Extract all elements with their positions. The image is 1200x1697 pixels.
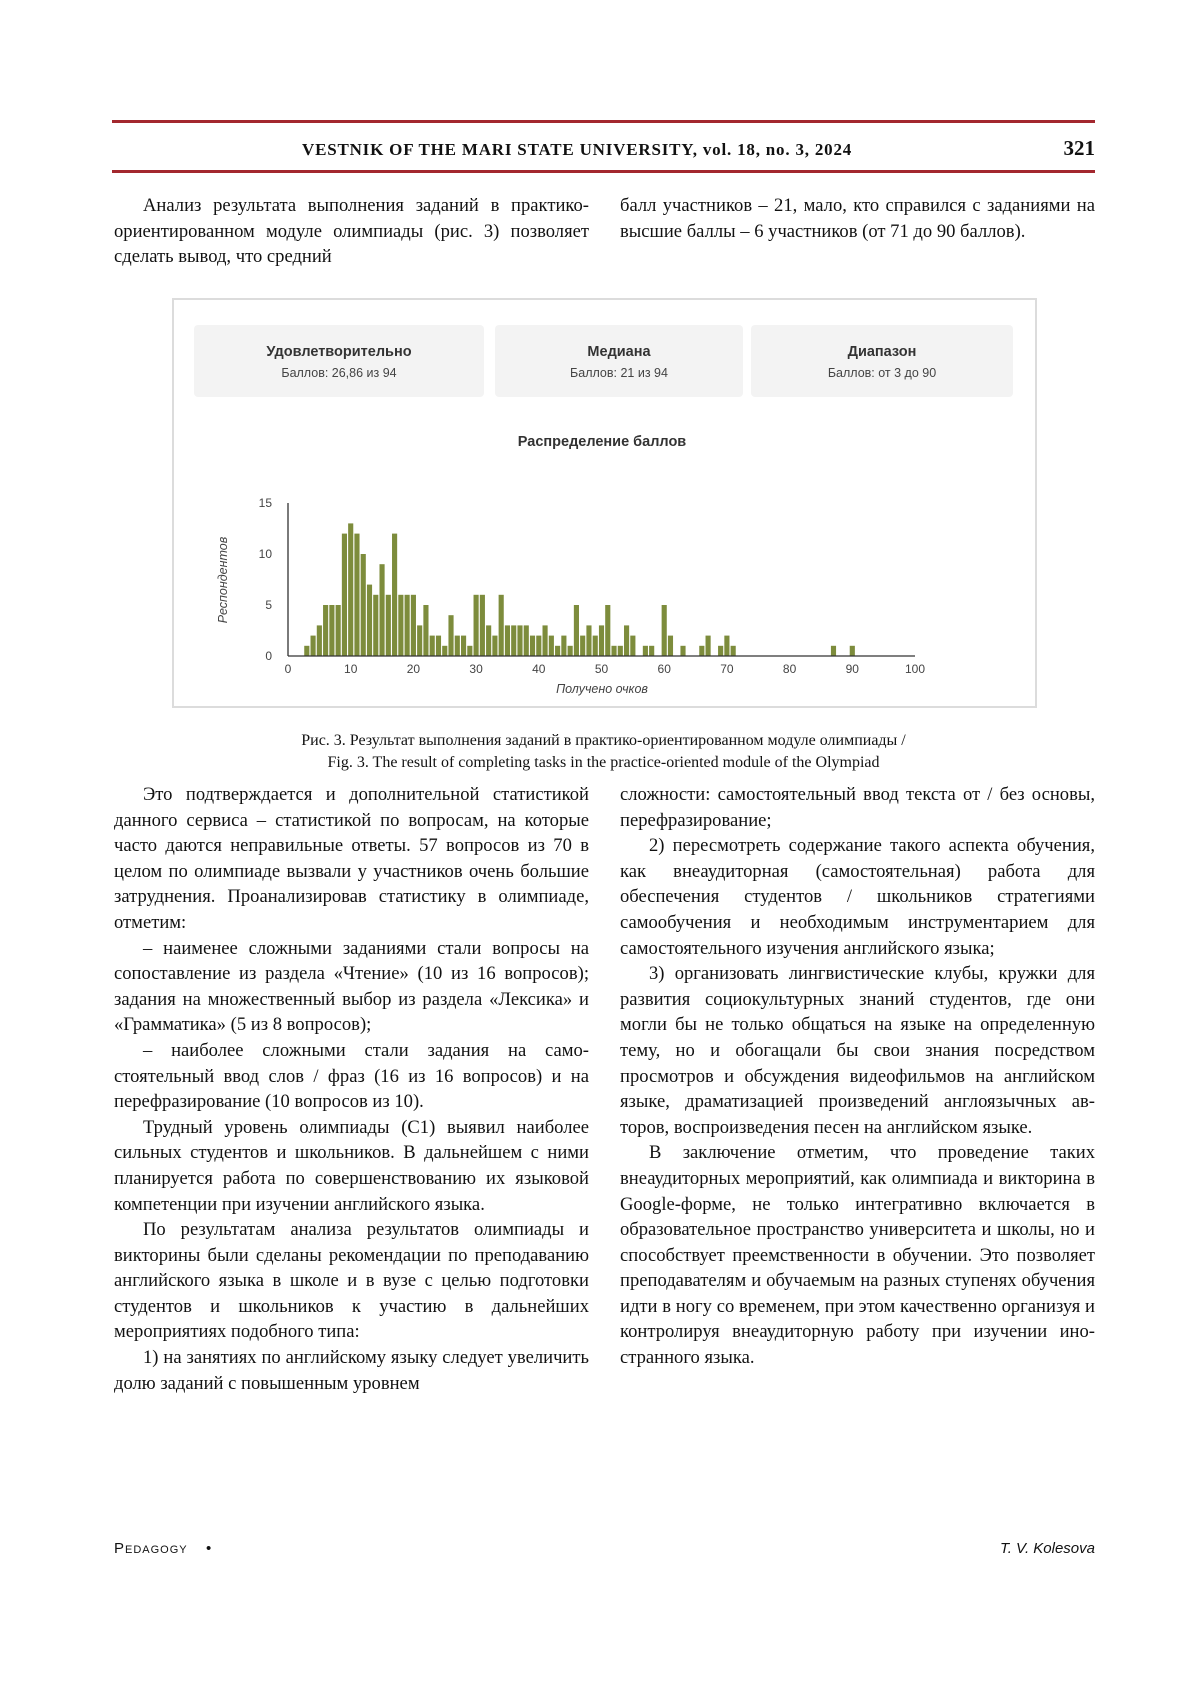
histogram-bar	[436, 636, 441, 656]
y-tick-label: 15	[258, 496, 272, 510]
histogram-bar	[430, 636, 435, 656]
histogram-bar	[599, 625, 604, 656]
histogram-bar	[831, 646, 836, 656]
footer-author: T. V. Kolesova	[999, 1540, 1095, 1557]
paragraph: – наиболее сложными стали задания на самостоятельный ввод слов / фраз (16 из 16 вопросов) и на перефразирование (10 вопросов из 10).	[114, 1039, 589, 1113]
histogram-bar	[593, 636, 598, 656]
stat-value: Баллов: от 3 до 90	[827, 366, 937, 380]
histogram-bar	[718, 646, 723, 656]
histogram-bar	[561, 636, 566, 656]
y-tick-label: 5	[265, 598, 272, 612]
histogram-bar	[486, 625, 491, 656]
paragraph: сложности: самостоятельный ввод текста от / без основы, перефразирование;	[620, 784, 1095, 831]
histogram-bar	[417, 625, 422, 656]
paragraph: В заключение отметим, что проведение таких внеаудиторных мероприятий, как олимпиада и викторина в Google-форме, не только интегративно включается в образовательное пространство университета и школы, но и способствует преемственности в обучении. Это позволяет преподавателям и обучаемым на разных ступенях обучения идти в ногу со временем, при этом качественно организуя и контролируя внеаудиторную работу при изучении иностранного языка.	[620, 1142, 1095, 1369]
stat-value: Баллов: 21 из 94	[570, 366, 668, 380]
stat-label: Диапазон	[847, 344, 917, 360]
body-left-column	[114, 782, 589, 1396]
histogram-bar	[706, 636, 711, 656]
x-tick-label: 10	[344, 662, 358, 676]
histogram-bar	[379, 564, 384, 656]
histogram-bar	[580, 636, 585, 656]
paragraph: Это подтверждается и дополнительной статистикой данного сервиса – статистикой по вопросам, на которые часто даются неправильные ответы. 57 вопросов из 70 в целом по олимпиаде вызвали у участников очень большие затруднения. Проанализировав статистику в олимпиаде, отметим:	[114, 784, 589, 933]
histogram-bar	[731, 646, 736, 656]
paragraph: 1) на занятиях по английскому языку следует увеличить долю заданий с повышенным уровнем	[114, 1347, 589, 1394]
histogram-bar	[317, 625, 322, 656]
histogram-bar	[668, 636, 673, 656]
histogram-bar	[630, 636, 635, 656]
histogram-bar	[624, 625, 629, 656]
histogram-bar	[361, 554, 366, 656]
histogram-bar	[850, 646, 855, 656]
footer-bullet: •	[206, 1540, 212, 1557]
body-right-column	[620, 782, 1095, 1371]
paragraph: Трудный уровень олимпиады (С1) выявил наиболее сильных студентов и школьников. В дальнейшем с ними планируется работа по совершенствованию их языковой компетенции при изучении английского языка.	[114, 1116, 589, 1215]
histogram-bar	[530, 636, 535, 656]
figure-3	[172, 298, 1037, 708]
running-head	[112, 136, 1095, 164]
histogram-bar	[605, 605, 610, 656]
histogram-bar	[680, 646, 685, 656]
histogram-bar	[543, 625, 548, 656]
histogram-bar	[323, 605, 328, 656]
intro-paragraph-right: балл участников – 21, мало, кто справился с заданиями на высшие баллы – 6 участников (от 71 до 90 баллов).	[620, 195, 1095, 242]
histogram-bar	[354, 534, 359, 656]
footer-section: Pedagogy	[114, 1540, 188, 1557]
stat-label: Медиана	[587, 344, 651, 360]
stat-value: Баллов: 26,86 из 94	[281, 366, 397, 380]
histogram-bar	[329, 605, 334, 656]
histogram-bar	[367, 585, 372, 656]
histogram-bar	[405, 595, 410, 656]
histogram-bar	[467, 646, 472, 656]
x-tick-label: 60	[657, 662, 671, 676]
histogram-bar	[549, 636, 554, 656]
histogram-bar	[311, 636, 316, 656]
histogram-bar	[611, 646, 616, 656]
histogram-bar	[662, 605, 667, 656]
histogram-bar	[304, 646, 309, 656]
histogram-bar	[455, 636, 460, 656]
histogram-bar	[555, 646, 560, 656]
y-tick-label: 0	[265, 649, 272, 663]
histogram-bar	[392, 534, 397, 656]
histogram-bar	[336, 605, 341, 656]
x-tick-label: 80	[782, 662, 797, 676]
intro-paragraph-left: Анализ результата выполнения заданий в практико-ориентированном модуле олимпиады (рис. 3) позволяет сделать вывод, что средний	[114, 195, 589, 268]
page-number: 321	[1063, 136, 1095, 160]
histogram-bar	[480, 595, 485, 656]
histogram-bar	[574, 605, 579, 656]
journal-title: VESTNIK OF THE MARI STATE UNIVERSITY, vol. 18, no. 3, 2024	[302, 140, 853, 159]
x-axis-label: Получено очков	[556, 682, 648, 696]
histogram-bar	[398, 595, 403, 656]
histogram-bar	[411, 595, 416, 656]
histogram-bar	[423, 605, 428, 656]
histogram-bar	[586, 625, 591, 656]
stat-label: Удовлетворительно	[266, 344, 412, 360]
chart-title: Распределение баллов	[517, 434, 687, 450]
header-rule-top	[112, 120, 1095, 123]
histogram-bar	[442, 646, 447, 656]
paragraph: – наименее сложными заданиями стали вопросы на сопоставление из раздела «Чтение» (10 из 16 вопросов); задания на множественный выбор из раздела «Лексика» и «Грамматика» (5 из 8 вопросов);	[114, 937, 589, 1036]
figure-caption	[112, 730, 1095, 774]
page-footer	[114, 1540, 1095, 1564]
score-distribution-chart	[174, 300, 1035, 706]
paragraph: 3) организовать лингвистические клубы, кружки для развития социокультурных знаний студентов, где они могли бы не только общаться на языке на определенную тему, но и обогащали бы свои знания посредством просмотров и обсуждения видеофильмов на английском языке, драматизацией произведений англоязычных авторов, воспроизведения песен на английском языке.	[620, 963, 1095, 1138]
histogram-bar	[511, 625, 516, 656]
histogram-bar	[524, 625, 529, 656]
intro-left-column	[114, 193, 589, 270]
histogram-bar	[618, 646, 623, 656]
histogram-bar	[348, 523, 353, 656]
histogram-bar	[699, 646, 704, 656]
histogram-bar	[386, 595, 391, 656]
histogram-bar	[536, 636, 541, 656]
histogram-bar	[724, 636, 729, 656]
y-axis-label: Респондентов	[216, 536, 230, 624]
histogram-bar	[474, 595, 479, 656]
x-tick-label: 0	[284, 662, 292, 676]
x-tick-label: 90	[845, 662, 859, 676]
caption-en: Fig. 3. The result of completing tasks in the practice-oriented module of the Olympiad	[327, 754, 880, 771]
x-tick-label: 70	[720, 662, 734, 676]
histogram-bar	[568, 646, 573, 656]
histogram-bar	[492, 636, 497, 656]
x-tick-label: 40	[532, 662, 546, 676]
caption-ru: Рис. 3. Результат выполнения заданий в практико-ориентированном модуле олимпиады /	[301, 732, 906, 749]
histogram-bar	[505, 625, 510, 656]
histogram-bar	[461, 636, 466, 656]
header-rule-bottom	[112, 170, 1095, 173]
x-tick-label: 30	[469, 662, 483, 676]
histogram-bar	[499, 595, 504, 656]
histogram-bar	[373, 595, 378, 656]
histogram-bar	[448, 615, 453, 656]
paragraph: 2) пересмотреть содержание такого аспекта обучения, как внеаудиторная (самостоятельная) работа для обеспечения студентов / школьников стратегиями самообучения и необходимым инструментарием для самостоятельного изучения английского языка;	[620, 835, 1095, 959]
histogram-bar	[643, 646, 648, 656]
x-tick-label: 20	[406, 662, 421, 676]
histogram-bar	[517, 625, 522, 656]
histogram-bar	[342, 534, 347, 656]
intro-right-column	[620, 193, 1095, 244]
histogram-bar	[649, 646, 654, 656]
x-tick-label: 50	[594, 662, 609, 676]
x-tick-label: 100	[904, 662, 926, 676]
paragraph: По результатам анализа результатов олимпиады и викторины были сделаны рекомендации по преподаванию английского языка в школе и в вузе с целью подготовки студентов и школьников к участию в дальнейших мероприятиях подобного типа:	[114, 1219, 589, 1343]
y-tick-label: 10	[258, 547, 272, 561]
